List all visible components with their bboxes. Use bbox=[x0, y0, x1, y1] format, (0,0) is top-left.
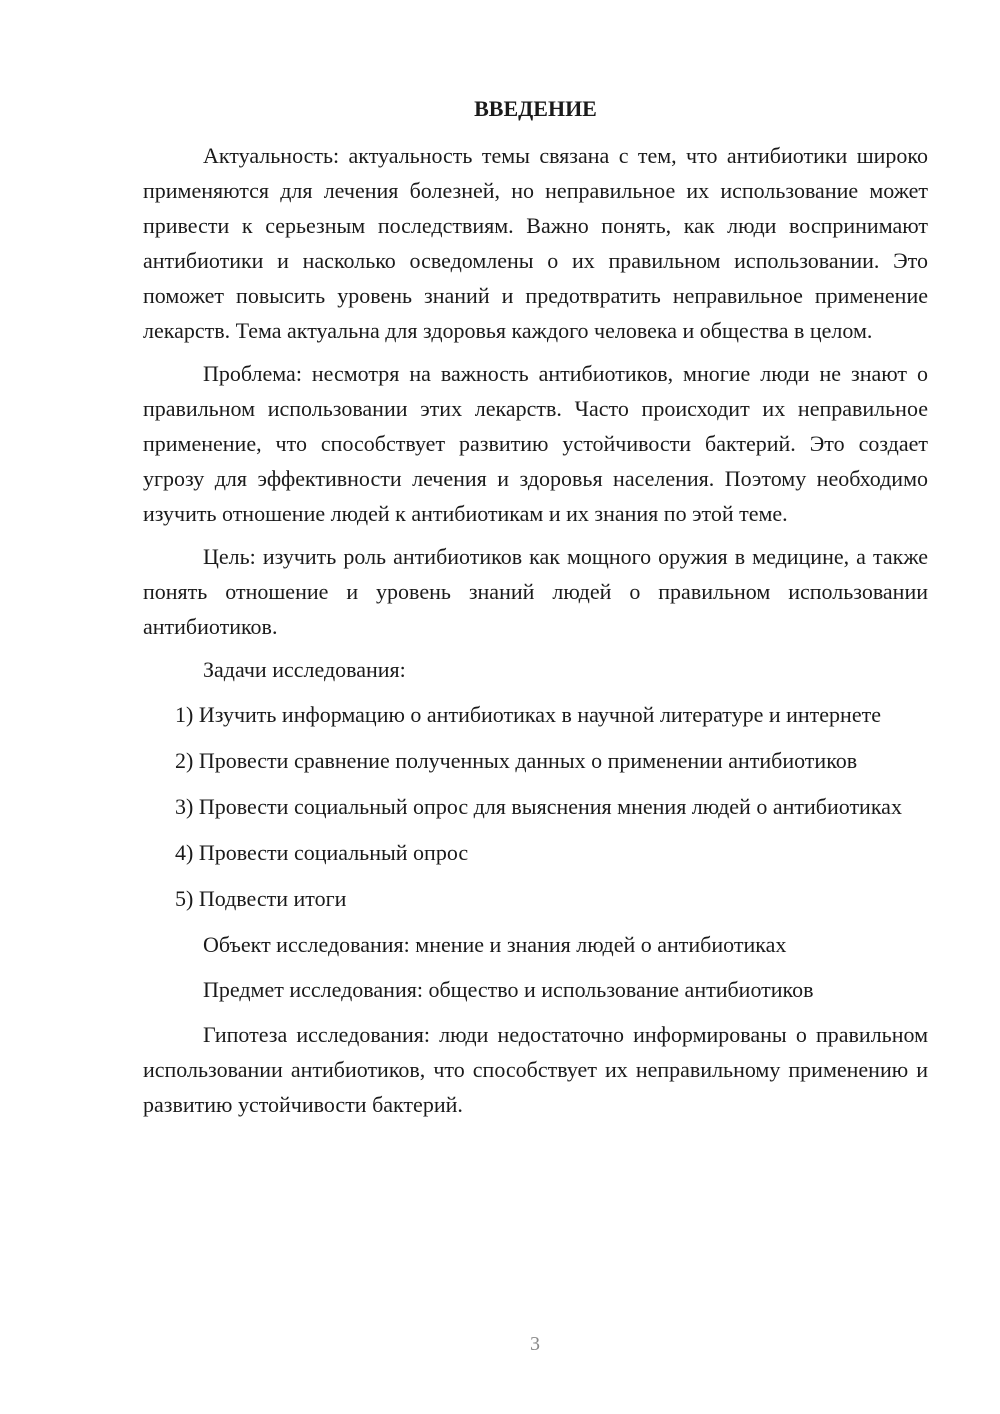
research-object-paragraph: Объект исследования: мнение и знания людей о антибиотиках bbox=[203, 932, 787, 957]
task-item-5: 5) Подвести итоги bbox=[175, 886, 347, 911]
hypothesis-paragraph: Гипотеза исследования: люди недостаточно информированы о правильном использовании антибиотиков, что способствует их неправильному применению и развитию устойчивости бактерий. bbox=[143, 1022, 928, 1117]
problem-paragraph: Проблема: несмотря на важность антибиотиков, многие люди не знают о правильном использовании этих лекарств. Часто происходит их неправильное применение, что способствует развитию устойчивости бактерий. Это создает угрозу для эффективности лечения и здоровья населения. Поэтому необходимо изучить отношение людей к антибиотикам и их знания по этой теме. bbox=[143, 361, 928, 526]
goal-paragraph: Цель: изучить роль антибиотиков как мощного оружия в медицине, а также понять отношение и уровень знаний людей о правильном использовании антибиотиков. bbox=[143, 544, 928, 639]
page-number: 3 bbox=[530, 1333, 540, 1355]
task-item-4: 4) Провести социальный опрос bbox=[175, 840, 469, 865]
tasks-heading: Задачи исследования: bbox=[203, 657, 406, 682]
research-subject-paragraph: Предмет исследования: общество и использование антибиотиков bbox=[203, 977, 814, 1002]
page-title: ВВЕДЕНИЕ bbox=[474, 96, 597, 121]
task-item-1: 1) Изучить информацию о антибиотиках в научной литературе и интернете bbox=[175, 702, 881, 727]
task-item-3: 3) Провести социальный опрос для выяснения мнения людей о антибиотиках bbox=[175, 794, 902, 819]
relevance-paragraph: Актуальность: актуальность темы связана с тем, что антибиотики широко применяются для лечения болезней, но неправильное их использование может привести к серьезным последствиям. Важно понять, как люди воспринимают антибиотики и насколько осведомлены о их правильном использовании. Это поможет повысить уровень знаний и предотвратить неправильное применение лекарств. Тема актуальна для здоровья каждого человека и общества в целом. bbox=[143, 143, 928, 343]
task-item-2: 2) Провести сравнение полученных данных о применении антибиотиков bbox=[175, 748, 858, 773]
document-page bbox=[143, 92, 928, 1130]
